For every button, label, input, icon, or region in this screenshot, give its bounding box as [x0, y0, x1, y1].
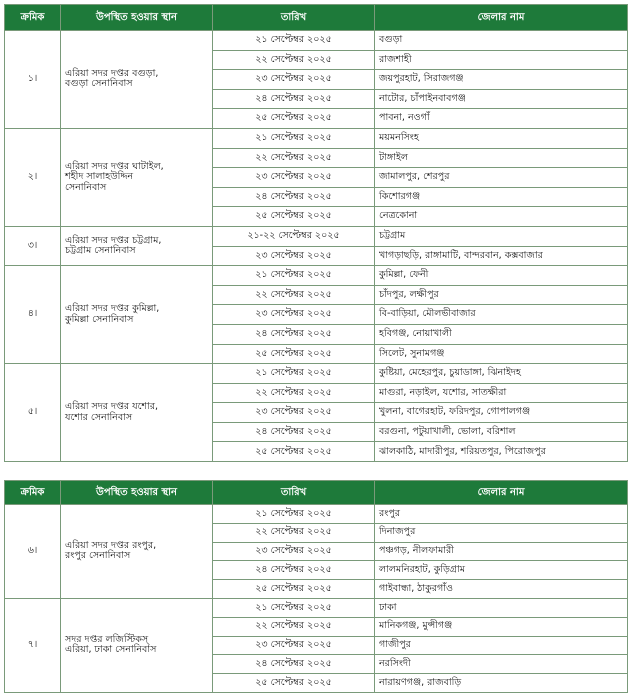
- place-line: সদর দপ্তর লজিস্টিকস্: [65, 634, 149, 646]
- districts-cell: ঝালকাঠি, মাদারীপুর, শরিয়তপুর, পিরোজপুর: [375, 442, 628, 462]
- date-cell: ২৩ সেপ্টেম্বর ২০২৫: [213, 403, 375, 423]
- districts-cell: জয়পুরহাট, সিরাজগঞ্জ: [375, 70, 628, 90]
- date-cell: ২৪ সেপ্টেম্বর ২০২৫: [213, 187, 375, 207]
- districts-cell: জামালপুর, শেরপুর: [375, 168, 628, 188]
- place-cell: [61, 598, 213, 692]
- header-serial: ক্রমিক: [5, 481, 61, 505]
- districts-cell: লালমনিরহাট, কুড়িগ্রাম: [375, 561, 628, 580]
- date-cell: ২৫ সেপ্টেম্বর ২০২৫: [213, 109, 375, 129]
- table-row: [5, 364, 628, 384]
- table-row: [5, 598, 628, 617]
- date-cell: ২৩ সেপ্টেম্বর ২০২৫: [213, 305, 375, 325]
- place-line: এরিয়া সদর দপ্তর কুমিল্লা,: [65, 303, 160, 315]
- place-cell: [61, 364, 213, 462]
- date-cell: ২৩ সেপ্টেম্বর ২০২৫: [213, 70, 375, 90]
- date-cell: ২৩ সেপ্টেম্বর ২০২৫: [213, 636, 375, 655]
- districts-cell: নরসিংদী: [375, 655, 628, 674]
- schedule-table-2: [4, 480, 628, 693]
- place-line: এরিয়া সদর দপ্তর বগুড়া,: [65, 68, 159, 80]
- date-cell: ২১-২২ সেপ্টেম্বর ২০২৫: [213, 226, 375, 246]
- date-cell: ২৪ সেপ্টেম্বর ২০২৫: [213, 561, 375, 580]
- districts-cell: বগুড়া: [375, 31, 628, 51]
- serial-cell: ৪।: [5, 266, 61, 364]
- schedule-table-1: [4, 4, 628, 462]
- place-cell: [61, 505, 213, 599]
- districts-cell: ময়মনসিংহ: [375, 128, 628, 148]
- place-line: রংপুর সেনানিবাস: [65, 550, 131, 562]
- districts-cell: দিনাজপুর: [375, 523, 628, 542]
- serial-cell: ১।: [5, 31, 61, 129]
- place-cell: [61, 128, 213, 226]
- place-line: এরিয়া সদর দপ্তর চট্টগ্রাম,: [65, 234, 162, 246]
- place-line: এরিয়া সদর দপ্তর রংপুর,: [65, 540, 157, 552]
- date-cell: ২২ সেপ্টেম্বর ২০২৫: [213, 383, 375, 403]
- date-cell: ২৪ সেপ্টেম্বর ২০২৫: [213, 422, 375, 442]
- districts-cell: গাইবান্ধা, ঠাকুরগাঁও: [375, 580, 628, 599]
- date-cell: ২১ সেপ্টেম্বর ২০২৫: [213, 31, 375, 51]
- date-cell: ২৪ সেপ্টেম্বর ২০২৫: [213, 89, 375, 109]
- date-cell: ২২ সেপ্টেম্বর ২০২৫: [213, 523, 375, 542]
- districts-cell: সিলেট, সুনামগঞ্জ: [375, 344, 628, 364]
- table-row: [5, 31, 628, 51]
- date-cell: ২১ সেপ্টেম্বর ২০২৫: [213, 128, 375, 148]
- districts-cell: বি-বাড়িয়া, মৌলভীবাজার: [375, 305, 628, 325]
- place-line: যশোর সেনানিবাস: [65, 411, 133, 423]
- header-serial: ক্রমিক: [5, 5, 61, 31]
- header-districts: জেলার নাম: [375, 5, 628, 31]
- date-cell: ২৫ সেপ্টেম্বর ২০২৫: [213, 674, 375, 693]
- districts-cell: পাবনা, নওগাঁ: [375, 109, 628, 129]
- districts-cell: রংপুর: [375, 505, 628, 524]
- serial-cell: ২।: [5, 128, 61, 226]
- table-row: [5, 128, 628, 148]
- date-cell: ২১ সেপ্টেম্বর ২০২৫: [213, 505, 375, 524]
- place-cell: [61, 266, 213, 364]
- date-cell: ২৫ সেপ্টেম্বর ২০২৫: [213, 580, 375, 599]
- date-cell: ২৫ সেপ্টেম্বর ২০২৫: [213, 442, 375, 462]
- date-cell: ২৪ সেপ্টেম্বর ২০২৫: [213, 324, 375, 344]
- table-row: [5, 226, 628, 246]
- date-cell: ২২ সেপ্টেম্বর ২০২৫: [213, 148, 375, 168]
- districts-cell: ঢাকা: [375, 598, 628, 617]
- date-cell: ২২ সেপ্টেম্বর ২০২৫: [213, 617, 375, 636]
- serial-cell: ৩।: [5, 226, 61, 265]
- districts-cell: পঞ্চগড়, নীলফামারী: [375, 542, 628, 561]
- place-line: এরিয়া, ঢাকা সেনানিবাস: [65, 644, 157, 656]
- serial-cell: ৫।: [5, 364, 61, 462]
- table-row: [5, 266, 628, 286]
- districts-cell: বরগুনা, পটুয়াখালী, ভোলা, বরিশাল: [375, 422, 628, 442]
- serial-cell: ৭।: [5, 598, 61, 692]
- date-cell: ২১ সেপ্টেম্বর ২০২৫: [213, 364, 375, 384]
- date-cell: ২১ সেপ্টেম্বর ২০২৫: [213, 266, 375, 286]
- date-cell: ২৫ সেপ্টেম্বর ২০২৫: [213, 344, 375, 364]
- date-cell: ২২ সেপ্টেম্বর ২০২৫: [213, 50, 375, 70]
- districts-cell: কুষ্টিয়া, মেহেরপুর, চুয়াডাঙ্গা, ঝিনাইদহ: [375, 364, 628, 384]
- districts-cell: টাঙ্গাইল: [375, 148, 628, 168]
- place-cell: [61, 31, 213, 129]
- header-districts: জেলার নাম: [375, 481, 628, 505]
- place-cell: [61, 226, 213, 265]
- districts-cell: কুমিল্লা, ফেনী: [375, 266, 628, 286]
- place-line: বগুড়া সেনানিবাস: [65, 78, 133, 90]
- districts-cell: চট্টগ্রাম: [375, 226, 628, 246]
- districts-cell: খুলনা, বাগেরহাট, ফরিদপুর, গোপালগঞ্জ: [375, 403, 628, 423]
- place-line: শহীদ সালাহউদ্দিন: [65, 171, 134, 183]
- table-row: [5, 505, 628, 524]
- header-place: উপস্থিত হওয়ার স্থান: [61, 481, 213, 505]
- header-place: উপস্থিত হওয়ার স্থান: [61, 5, 213, 31]
- header-date: তারিখ: [213, 5, 375, 31]
- date-cell: ২৫ সেপ্টেম্বর ২০২৫: [213, 207, 375, 227]
- place-line: এরিয়া সদর দপ্তর যশোর,: [65, 401, 159, 413]
- header-date: তারিখ: [213, 481, 375, 505]
- districts-cell: হবিগঞ্জ, নোয়াখালী: [375, 324, 628, 344]
- districts-cell: চাঁদপুর, লক্ষীপুর: [375, 285, 628, 305]
- place-line: চট্টগ্রাম সেনানিবাস: [65, 245, 136, 257]
- place-line: সেনানিবাস: [65, 181, 107, 193]
- districts-cell: নেত্রকোনা: [375, 207, 628, 227]
- place-line: এরিয়া সদর দপ্তর ঘাটাইল,: [65, 160, 164, 172]
- serial-cell: ৬।: [5, 505, 61, 599]
- date-cell: ২৪ সেপ্টেম্বর ২০২৫: [213, 655, 375, 674]
- date-cell: ২৩ সেপ্টেম্বর ২০২৫: [213, 246, 375, 266]
- districts-cell: মানিকগঞ্জ, মুন্সীগঞ্জ: [375, 617, 628, 636]
- districts-cell: নাটোর, চাঁপাইনবাবগঞ্জ: [375, 89, 628, 109]
- date-cell: ২৩ সেপ্টেম্বর ২০২৫: [213, 168, 375, 188]
- date-cell: ২১ সেপ্টেম্বর ২০২৫: [213, 598, 375, 617]
- districts-cell: নারায়ণগঞ্জ, রাজবাড়ি: [375, 674, 628, 693]
- date-cell: ২৩ সেপ্টেম্বর ২০২৫: [213, 542, 375, 561]
- districts-cell: রাজশাহী: [375, 50, 628, 70]
- districts-cell: খাগড়াছড়ি, রাঙ্গামাটি, বান্দরবান, কক্সবাজার: [375, 246, 628, 266]
- date-cell: ২২ সেপ্টেম্বর ২০২৫: [213, 285, 375, 305]
- place-line: কুমিল্লা সেনানিবাস: [65, 313, 134, 325]
- districts-cell: গাজীপুর: [375, 636, 628, 655]
- districts-cell: মাগুরা, নড়াইল, যশোর, সাতক্ষীরা: [375, 383, 628, 403]
- districts-cell: কিশোরগঞ্জ: [375, 187, 628, 207]
